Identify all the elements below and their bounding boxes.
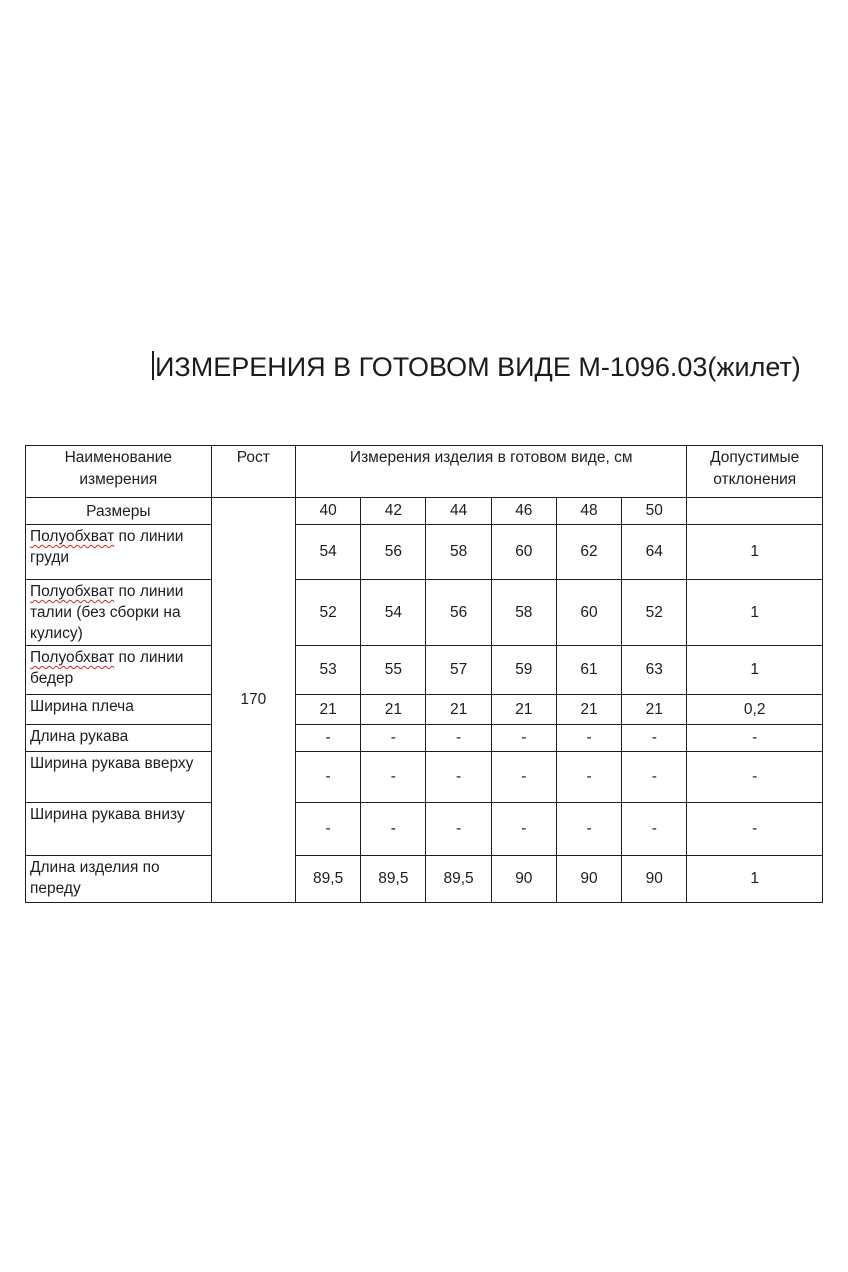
measurement-value-cell: 58 bbox=[426, 525, 491, 580]
measurement-label bbox=[26, 856, 212, 903]
measurement-value-cell: 52 bbox=[296, 580, 361, 646]
tolerance-empty-cell bbox=[687, 498, 823, 525]
measurement-value-cell: 21 bbox=[622, 695, 687, 725]
measurement-label-text: Длина рукава bbox=[30, 728, 129, 745]
header-height: Рост bbox=[211, 446, 295, 498]
measurement-value-cell: - bbox=[296, 725, 361, 752]
measurement-label-text: по линии бедер bbox=[30, 649, 184, 687]
measurement-label bbox=[26, 525, 212, 580]
measurement-value-cell: 54 bbox=[296, 525, 361, 580]
measurement-value-cell: 90 bbox=[491, 856, 556, 903]
measurement-label-text: по линии груди bbox=[30, 528, 184, 566]
measurement-value-cell: 63 bbox=[622, 646, 687, 695]
text-caret bbox=[152, 351, 154, 380]
measurement-value-cell: 62 bbox=[556, 525, 621, 580]
measurement-value-cell: 58 bbox=[491, 580, 556, 646]
size-header-cell: 44 bbox=[426, 498, 491, 525]
measurement-value-cell: 53 bbox=[296, 646, 361, 695]
tolerance-value-cell: 0,2 bbox=[687, 695, 823, 725]
tolerance-value-cell: - bbox=[687, 752, 823, 803]
sizes-row bbox=[26, 498, 823, 525]
header-measurement-name: Наименование измерения bbox=[26, 446, 212, 498]
size-header-cell: 46 bbox=[491, 498, 556, 525]
measurement-value-cell: - bbox=[426, 725, 491, 752]
measurement-value-cell: - bbox=[491, 725, 556, 752]
measurement-label bbox=[26, 725, 212, 752]
measurement-label bbox=[26, 695, 212, 725]
measurement-label bbox=[26, 580, 212, 646]
measurement-value-cell: 64 bbox=[622, 525, 687, 580]
measurement-value-cell: 89,5 bbox=[296, 856, 361, 903]
misspelled-word: Полуобхват bbox=[30, 583, 115, 600]
measurement-row bbox=[26, 803, 823, 856]
measurement-row bbox=[26, 695, 823, 725]
measurement-value-cell: - bbox=[361, 752, 426, 803]
header-tolerance: Допустимые отклонения bbox=[687, 446, 823, 498]
measurement-label-text: по линии талии (без сборки на кулису) bbox=[30, 583, 184, 642]
measurement-value-cell: 89,5 bbox=[426, 856, 491, 903]
measurement-value-cell: 55 bbox=[361, 646, 426, 695]
misspelled-word: Полуобхват bbox=[30, 528, 115, 545]
measurement-value-cell: 21 bbox=[361, 695, 426, 725]
misspelled-word: Полуобхват bbox=[30, 649, 115, 666]
height-value-cell: 170 bbox=[211, 498, 295, 903]
measurement-label-text: Длина изделия по переду bbox=[30, 859, 160, 897]
measurement-value-cell: - bbox=[556, 725, 621, 752]
measurement-value-cell: 54 bbox=[361, 580, 426, 646]
measurement-row bbox=[26, 725, 823, 752]
tolerance-value-cell: 1 bbox=[687, 856, 823, 903]
measurement-value-cell: - bbox=[361, 803, 426, 856]
measurement-value-cell: 90 bbox=[622, 856, 687, 903]
measurement-row bbox=[26, 580, 823, 646]
measurement-value-cell: 52 bbox=[622, 580, 687, 646]
measurement-row bbox=[26, 752, 823, 803]
tolerance-value-cell: - bbox=[687, 803, 823, 856]
measurement-label bbox=[26, 803, 212, 856]
measurement-value-cell: - bbox=[556, 803, 621, 856]
measurement-label-text: Ширина рукава вверху bbox=[30, 755, 194, 772]
measurement-value-cell: 56 bbox=[426, 580, 491, 646]
measurement-value-cell: 60 bbox=[556, 580, 621, 646]
measurement-value-cell: 21 bbox=[491, 695, 556, 725]
measurement-row bbox=[26, 646, 823, 695]
tolerance-value-cell: - bbox=[687, 725, 823, 752]
measurement-value-cell: - bbox=[296, 803, 361, 856]
measurement-value-cell: - bbox=[361, 725, 426, 752]
size-header-cell: 50 bbox=[622, 498, 687, 525]
measurement-value-cell: 21 bbox=[426, 695, 491, 725]
measurement-value-cell: 57 bbox=[426, 646, 491, 695]
size-header-cell: 42 bbox=[361, 498, 426, 525]
table-header-row bbox=[26, 446, 823, 498]
measurement-value-cell: - bbox=[556, 752, 621, 803]
measurement-value-cell: - bbox=[622, 803, 687, 856]
measurement-row bbox=[26, 856, 823, 903]
measurement-label bbox=[26, 646, 212, 695]
tolerance-value-cell: 1 bbox=[687, 646, 823, 695]
tolerance-value-cell: 1 bbox=[687, 525, 823, 580]
measurement-value-cell: - bbox=[491, 803, 556, 856]
measurement-value-cell: 89,5 bbox=[361, 856, 426, 903]
document-title bbox=[152, 350, 801, 384]
measurement-label-text: Ширина рукава внизу bbox=[30, 806, 185, 823]
tolerance-value-cell: 1 bbox=[687, 580, 823, 646]
measurements-table-body bbox=[26, 498, 823, 903]
measurement-row bbox=[26, 525, 823, 580]
size-header-cell: 40 bbox=[296, 498, 361, 525]
measurement-value-cell: 56 bbox=[361, 525, 426, 580]
measurement-label-text: Ширина плеча bbox=[30, 698, 134, 715]
document-title-text: ИЗМЕРЕНИЯ В ГОТОВОМ ВИДЕ М-1096.03(жилет) bbox=[155, 352, 801, 382]
measurement-value-cell: 59 bbox=[491, 646, 556, 695]
measurement-value-cell: - bbox=[296, 752, 361, 803]
measurement-value-cell: 90 bbox=[556, 856, 621, 903]
measurement-value-cell: 21 bbox=[296, 695, 361, 725]
measurement-value-cell: 61 bbox=[556, 646, 621, 695]
size-header-cell: 48 bbox=[556, 498, 621, 525]
header-measurements: Измерения изделия в готовом виде, см bbox=[296, 446, 687, 498]
measurement-value-cell: - bbox=[426, 752, 491, 803]
measurement-value-cell: 60 bbox=[491, 525, 556, 580]
sizes-row-label: Размеры bbox=[26, 498, 212, 525]
measurement-value-cell: 21 bbox=[556, 695, 621, 725]
measurement-value-cell: - bbox=[491, 752, 556, 803]
measurement-value-cell: - bbox=[622, 725, 687, 752]
measurement-value-cell: - bbox=[622, 752, 687, 803]
measurement-value-cell: - bbox=[426, 803, 491, 856]
measurement-label bbox=[26, 752, 212, 803]
measurements-table bbox=[25, 445, 823, 903]
